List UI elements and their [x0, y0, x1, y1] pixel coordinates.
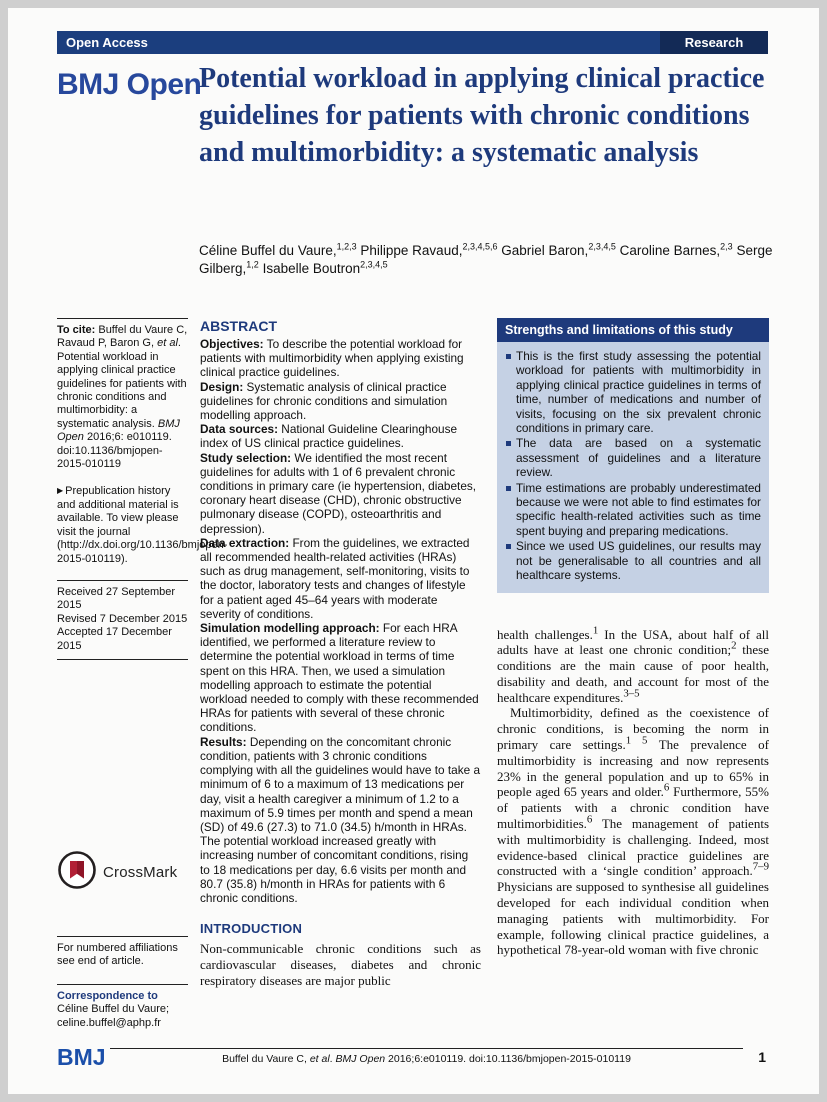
strengths-box-body: [497, 342, 769, 593]
author: Isabelle Boutron$^{2,3,4,5}$: [262, 259, 388, 276]
abstract-section: Data extraction: From the guidelines, we extracted all recommended health-related activities (HRAs) such as drug management, self-monitoring, visits to the doctor, laboratory tests and changes of lifestyle for a patient aged 45–64 years with moderate severity of conditions.: [200, 535, 470, 621]
journal-logo: BMJ Open: [57, 68, 202, 101]
abstract-heading: ABSTRACT: [200, 318, 277, 334]
to-cite-text: Buffel du Vaure C, Ravaud P, Baron G, et al. Potential workload in applying clinical practice guidelines for patients with chronic conditions and multimorbidity: a systematic analysis. BMJ Open 2016;6: e010119. doi:10.1136/bmjopen-2015-010119: [57, 324, 188, 471]
crossmark-label: CrossMark: [103, 863, 178, 881]
correspondence-email[interactable]: Céline Buffel du Vaure; celine.buffel@aphp.fr: [57, 1003, 170, 1029]
author: Céline Buffel du Vaure,$^{1,2,3}$: [199, 241, 357, 258]
introduction-paragraph: Non-communicable chronic conditions such as cardiovascular diseases, diabetes and chronic respiratory diseases are major public: [200, 941, 481, 988]
history-date-line: Received 27 September 2015: [57, 585, 176, 612]
bmj-footer-logo: BMJ: [57, 1044, 106, 1070]
introduction-heading: INTRODUCTION: [200, 921, 303, 937]
page-sheet: [8, 8, 819, 1094]
crossmark-icon[interactable]: [57, 850, 97, 894]
author: Philippe Ravaud,$^{2,3,4,5,6}$: [360, 241, 498, 258]
abstract-body: [200, 337, 481, 905]
abstract-section: Design: Systematic analysis of clinical practice guidelines for chronic conditions and simulation modelling approach.: [200, 379, 448, 423]
left-sidebar: [57, 318, 228, 1050]
abstract-section: Data sources: National Guideline Clearinghouse index of US clinical practice guidelines.: [200, 422, 458, 451]
to-cite-label: To cite:: [57, 324, 96, 336]
abstract-section: Study selection: We identified the most recent guidelines for adults with 1 of 6 prevalent chronic conditions in primary care (ie hypertension, diabetes, coronary heart disease (CHD), chronic obstructive pulmonary disease (COPD), osteoarthritis and depression).: [200, 450, 477, 536]
body-text: [497, 624, 770, 959]
prepublication-text: Prepublication history and additional material is available. To view please visit the journal (http://dx.doi.org/10.1136/bmjopen-2015-010119).: [57, 485, 228, 565]
top-banner: [57, 31, 768, 54]
history-dates: [57, 580, 188, 660]
strength-bullet: This is the first study assessing the potential workload for patients with multimorbidity in applying clinical practice guidelines in terms of time, number of medications and number of visits, focusing on the six prevalent chronic conditions in primary care.: [505, 349, 761, 435]
author-list: [199, 242, 774, 278]
body-paragraph: Multimorbidity, defined as the coexistence of chronic conditions, is becoming the norm in primary care settings.$^{1 5}$ The prevalence of multimorbidity is increasing and now represents 23% in the general population and up to 65% in people aged 65 years and older.$^6$ Furthermore, 55% of patients with a chronic condition have multimorbidities.$^6$ The management of patients with multimorbidity is challenging. Indeed, most evidence-based clinical practice guidelines are constructed with a ‘single condition’ approach.$^{7-9}$ Physicians are supposed to synthesise all guidelines developed for each individual condition when managing patients with multimorbidity. For example, following clinical practice guidelines, a hypothetical 78-year-old woman with five chronic: [497, 705, 770, 958]
strengths-box-title: Strengths and limitations of this study: [497, 318, 769, 342]
correspondence-block: [57, 984, 188, 1030]
footer-citation: Buffel du Vaure C, et al. BMJ Open 2016;6:e010119. doi:10.1136/bmjopen-2015-010119: [110, 1048, 743, 1065]
research-tag: Research: [660, 31, 768, 54]
history-date-line: Revised 7 December 2015: [57, 612, 188, 625]
prepublication-note: [57, 484, 228, 565]
body-paragraph: health challenges.$^1$ In the USA, about half of all adults have at least one chronic condition;$^2$ these conditions are the main cause of poor health, disability and death, and account for most of the healthcare expenditures.$^{3-5}$: [497, 624, 769, 705]
open-access-label: Open Access: [66, 35, 148, 50]
strengths-box: [497, 318, 769, 593]
author: Caroline Barnes,$^{2,3}$: [619, 241, 733, 258]
crossmark-badge[interactable]: [57, 850, 177, 894]
page-number: 1: [758, 1049, 766, 1065]
to-cite-block: [57, 318, 188, 471]
strength-bullet: Since we used US guidelines, our results may not be generalisable to all countries and all healthcare systems.: [505, 539, 761, 582]
abstract-section: Results: Depending on the concomitant chronic condition, patients with 3 chronic conditions complying with all the guidelines would have to take a minimum of 6 to a maximum of 13 medications per day, visit a health caregiver a minimum of 1.2 to a maximum of 5.9 times per month and spend a mean (SD) of 49.6 (27.3) to 71.0 (34.5) h/month in HRAs. The potential workload increased greatly with increasing number of concomitant conditions, rising to 18 medications per day, 6.6 visits per month and 80.7 (35.8) h/month in HRAs for patients with 6 chronic conditions.: [200, 734, 481, 905]
abstract-section: Simulation modelling approach: For each HRA identified, we performed a literature review to determine the potential workload in terms of time spent on this HRA. Then, we used a simulation modelling approach to estimate the potential workload needed to comply with these recommended HRAs for patients with several of these chronic conditions.: [200, 621, 479, 735]
article-title: Potential workload in applying clinical practice guidelines for patients with chronic conditions and multimorbidity: a systematic analysis: [199, 63, 765, 168]
abstract-column: [200, 318, 481, 989]
right-column: [497, 318, 769, 958]
author: Gabriel Baron,$^{2,3,4,5}$: [501, 241, 616, 258]
correspondence-label: Correspondence to: [57, 990, 158, 1002]
triangle-bullet-icon: ▶: [57, 486, 64, 496]
strength-bullet: Time estimations are probably underestimated because we were not able to find estimates for specific health-related activities such as time spent buying and preparing medications.: [505, 481, 761, 539]
affiliations-note: For numbered affiliations see end of article.: [57, 936, 188, 969]
strength-bullet: The data are based on a systematic assessment of guidelines and a literature review.: [505, 436, 761, 479]
history-date-line: Accepted 17 December 2015: [57, 626, 172, 652]
abstract-section: Objectives: To describe the potential workload for patients with multimorbidity when applying existing clinical practice guidelines.: [200, 337, 464, 380]
author: Serge Gilberg,$^{1,2}$: [199, 243, 773, 276]
strengths-bullet-list: [505, 349, 761, 583]
